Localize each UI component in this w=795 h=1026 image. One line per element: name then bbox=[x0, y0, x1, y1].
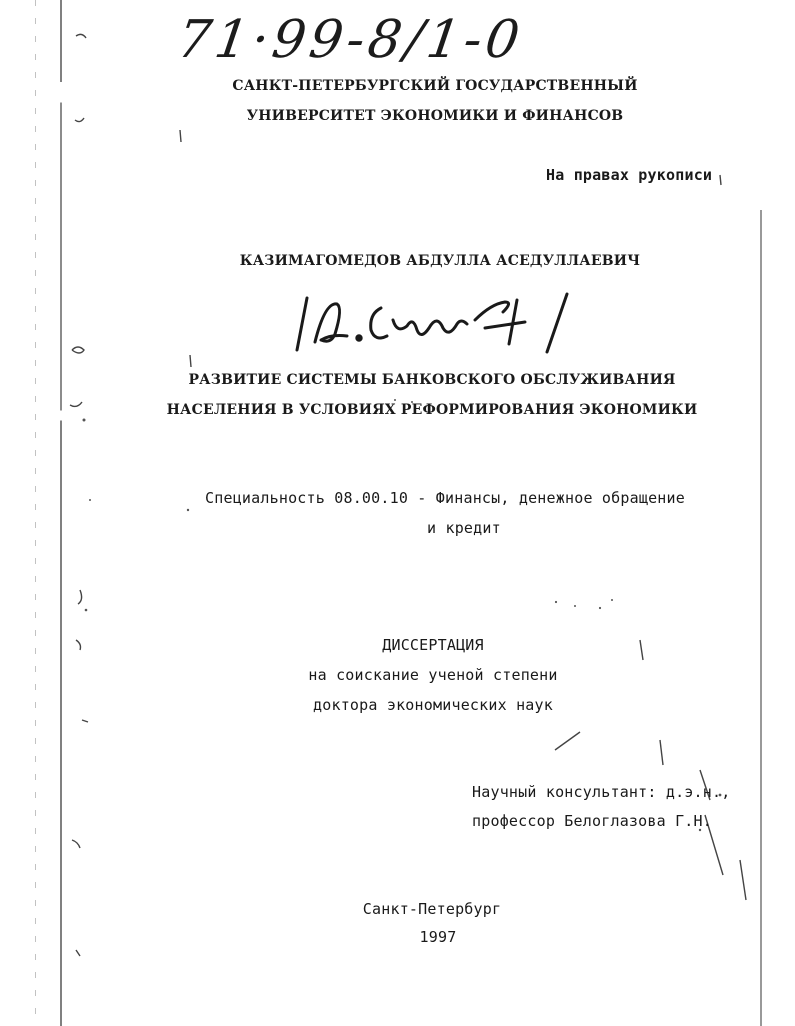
consultant-line-2: профессор Белоглазова Г.Н. bbox=[472, 812, 712, 830]
degree-line-3: доктора экономических наук bbox=[313, 696, 553, 714]
institution-line-2: УНИВЕРСИТЕТ ЭКОНОМИКИ И ФИНАНСОВ bbox=[246, 108, 624, 124]
city: Санкт-Петербург bbox=[362, 900, 502, 918]
dissertation-title-line-2: НАСЕЛЕНИЯ В УСЛОВИЯХ РЕФОРМИРОВАНИЯ ЭКОНОМИКИ bbox=[166, 402, 698, 418]
institution-line-1: САНКТ-ПЕТЕРБУРГСКИЙ ГОСУДАРСТВЕННЫЙ bbox=[232, 78, 638, 94]
specialty-line-2: и кредит bbox=[427, 519, 501, 537]
signature-image bbox=[285, 280, 585, 360]
author-name: КАЗИМАГОМЕДОВ АБДУЛЛА АСЕДУЛЛАЕВИЧ bbox=[239, 253, 641, 269]
degree-line-2: на соискание ученой степени bbox=[308, 666, 558, 684]
archive-code: 71·99-8/1-0 bbox=[173, 10, 527, 70]
manuscript-note: На правах рукописи bbox=[546, 166, 713, 184]
specialty-line-1: Специальность 08.00.10 - Финансы, денежное обращение bbox=[205, 489, 685, 507]
consultant-line-1: Научный консультант: д.э.н., bbox=[472, 783, 731, 801]
year: 1997 bbox=[419, 928, 457, 946]
dissertation-title-line-1: РАЗВИТИЕ СИСТЕМЫ БАНКОВСКОГО ОБСЛУЖИВАНИЯ bbox=[188, 372, 676, 388]
degree-heading: ДИССЕРТАЦИЯ bbox=[382, 636, 484, 654]
